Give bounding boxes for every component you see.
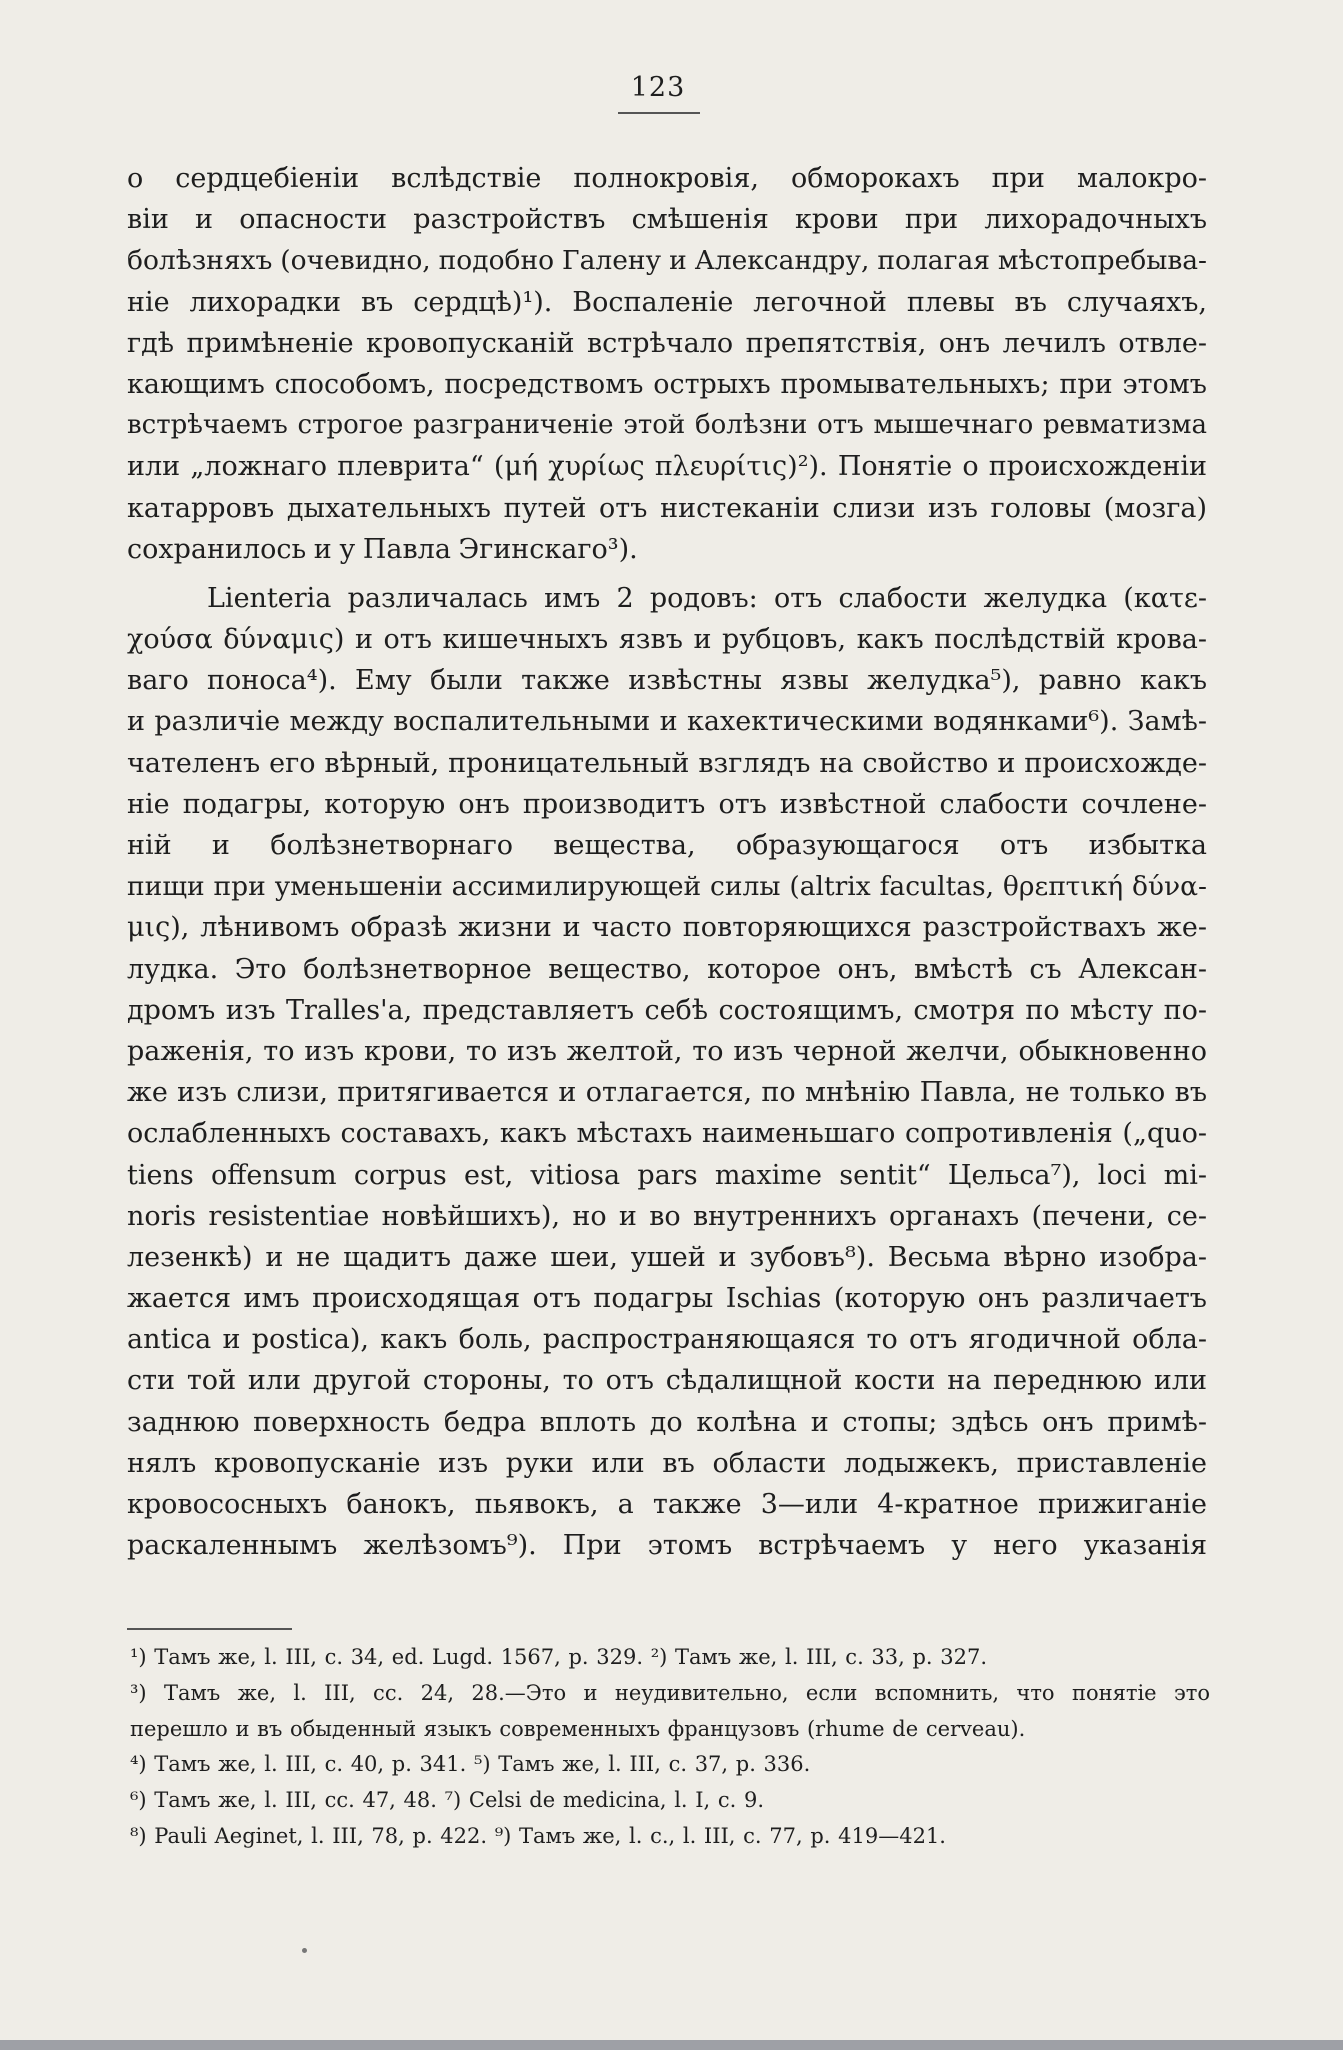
text-line: кающимъ способомъ, посредствомъ острыхъ промывательныхъ; при этомъ — [127, 368, 1207, 400]
text-line: чателенъ его вѣрный, проницательный взглядъ на свойство и происхожде- — [127, 747, 1207, 779]
text-line: дромъ изъ Tralles'а, представляетъ себѣ состоящимъ, смотря по мѣсту по- — [127, 994, 1207, 1026]
text-line: нялъ кровопусканіе изъ руки или въ области лодыжекъ, приставленіе — [127, 1447, 1207, 1479]
text-line: заднюю поверхность бедра вплоть до колѣна и стопы; здѣсь онъ примѣ- — [127, 1406, 1207, 1438]
text-line: кровососныхъ банокъ, пьявокъ, а также 3—или 4-кратное прижиганіе — [127, 1489, 1207, 1520]
text-line: сохранилось и у Павла Эгинскаго³). — [127, 533, 638, 565]
text-line: ніе подагры, которую онъ производитъ отъ извѣстной слабости сочлене- — [127, 788, 1207, 820]
ink-speck — [302, 1948, 307, 1953]
text-line: пищи при уменьшеніи ассимилирующей силы (altrix facultas, θρεπτική δύνα- — [127, 871, 1207, 903]
text-line: катарровъ дыхательныхъ путей отъ нистеканіи слизи изъ головы (мозга) — [127, 492, 1207, 524]
text-line: tiens offensum corpus est, vitiosa pars maxime sentit“ Цельса⁷), loci mi- — [127, 1159, 1207, 1191]
text-line: раскаленнымъ желѣзомъ⁹). При этомъ встрѣчаемъ у него указанія — [127, 1530, 1207, 1562]
text-line: же изъ слизи, притягивается и отлагается, по мнѣнію Павла, не только въ — [127, 1077, 1207, 1109]
footnote-line: ¹) Тамъ же, l. III, с. 34, ed. Lugd. 1567, p. 329. ²) Тамъ же, l. III, с. 33, p. 327. — [130, 1645, 988, 1669]
text-line: Lienteria различалась имъ 2 родовъ: отъ слабости желудка (κατε- — [207, 582, 1207, 614]
text-line: ваго поноса⁴). Ему были также извѣстны язвы желудка⁵), равно какъ — [127, 665, 1207, 697]
text-line: віи и опасности разстройствъ смѣшенія крови при лихорадочныхъ — [127, 204, 1207, 236]
footnote-line: ³) Тамъ же, l. III, сс. 24, 28.—Это и неудивительно, если вспомнить, что понятіе это — [130, 1680, 1210, 1705]
footnote-line: ⁴) Тамъ же, l. III, с. 40, p. 341. ⁵) Тамъ же, l. III, с. 37, p. 336. — [130, 1752, 811, 1777]
text-line: noris resistentiae новѣйшихъ), но и во внутреннихъ органахъ (печени, се- — [127, 1200, 1207, 1232]
text-line: ніе лихорадки въ сердцѣ)¹). Воспаленіе легочной плевы въ случаяхъ, — [127, 286, 1207, 318]
text-line: встрѣчаемъ строгое разграниченіе этой болѣзни отъ мышечнаго ревматизма — [127, 410, 1207, 441]
footnotes — [130, 1640, 1210, 1855]
page-number: 123 — [630, 72, 686, 103]
footnote-line: перешло и въ обыденный языкъ современныхъ французовъ (rhume de cerveau). — [130, 1716, 1026, 1741]
footnote-line: ⁶) Тамъ же, l. III, сс. 47, 48. ⁷) Celsi de medicina, l. I, с. 9. — [130, 1788, 765, 1813]
paragraph-gap — [127, 570, 1207, 578]
page-number-underline — [618, 112, 700, 114]
text-line: раженія, то изъ крови, то изъ желтой, то изъ черной желчи, обыкновенно — [127, 1035, 1207, 1067]
text-line: жается имъ происходящая отъ подагры Ischias (которую онъ различаетъ — [127, 1283, 1207, 1315]
text-line: болѣзняхъ (очевидно, подобно Галену и Александру, полагая мѣстопребыва- — [127, 245, 1207, 277]
text-line: гдѣ примѣненіе кровопусканій встрѣчало препятствія, онъ лечилъ отвле- — [127, 327, 1207, 359]
text-line: о сердцебіеніи вслѣдствіе полнокровія, обморокахъ при малокро- — [127, 163, 1207, 194]
text-line: ній и болѣзнетворнаго вещества, образующагося отъ избытка — [127, 830, 1207, 861]
text-line: сти той или другой стороны, то отъ сѣдалищной кости на переднюю или — [127, 1365, 1207, 1397]
text-line: или „ложнаго плеврита“ (μή χυρίως πλευρίτις)²). Понятіе о происхожденіи — [127, 451, 1207, 483]
footnote-separator — [127, 1628, 292, 1630]
footnote-line: ⁸) Pauli Aeginet, l. III, 78, p. 422. ⁹) Тамъ же, l. c., l. III, с. 77, p. 419—421. — [130, 1823, 946, 1848]
scan-edge — [0, 2040, 1343, 2050]
body-text — [127, 158, 1207, 1566]
text-line: μις), лѣнивомъ образѣ жизни и часто повторяющихся разстройствахъ же- — [127, 912, 1207, 944]
text-line: лезенкѣ) и не щадитъ даже шеи, ушей и зубовъ⁸). Весьма вѣрно изобра- — [127, 1241, 1207, 1273]
text-line: antica и postica), какъ боль, распространяющаяся то отъ ягодичной обла- — [127, 1324, 1207, 1356]
text-line: и различіе между воспалительными и кахектическими водянками⁶). Замѣ- — [127, 706, 1207, 738]
text-line: ослабленныхъ составахъ, какъ мѣстахъ наименьшаго сопротивленія („quo- — [127, 1118, 1207, 1150]
text-line: лудка. Это болѣзнетворное вещество, которое онъ, вмѣстѣ съ Алексан- — [127, 953, 1207, 985]
text-line: χούσα δύναμις) и отъ кишечныхъ язвъ и рубцовъ, какъ послѣдствій крова- — [127, 624, 1207, 656]
